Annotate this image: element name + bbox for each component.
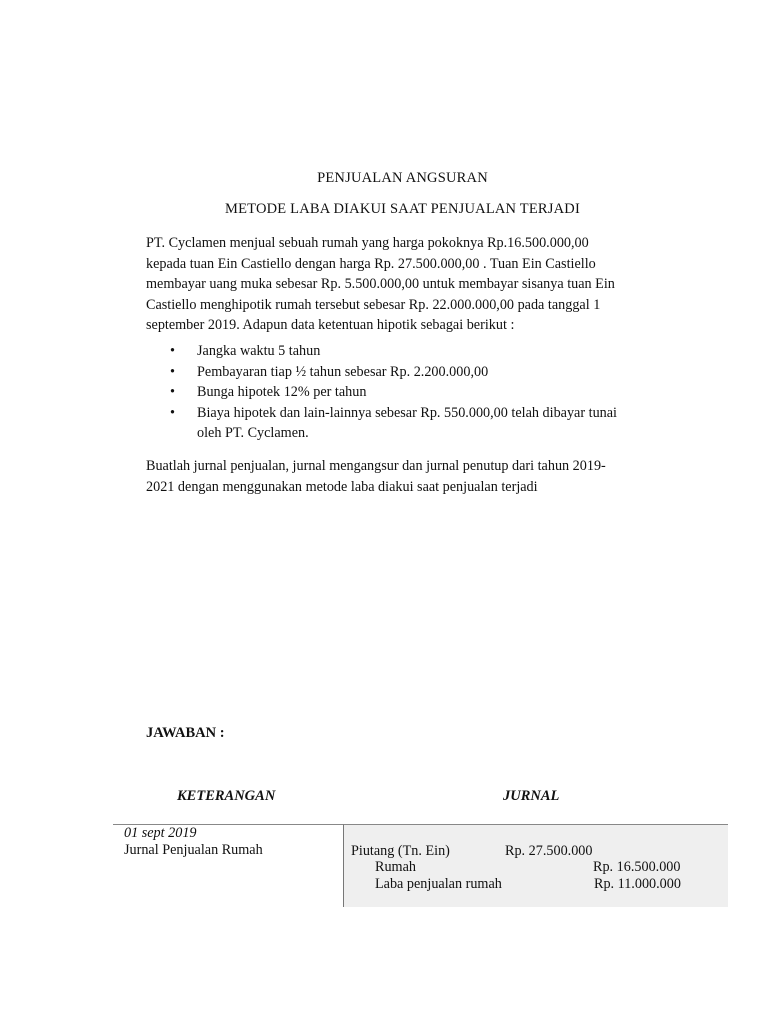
answer-label: JAWABAN :: [146, 725, 225, 741]
list-item: [146, 403, 666, 424]
entry-date: 01 sept 2019: [124, 825, 197, 841]
list-item: [146, 341, 666, 362]
column-header-keterangan: KETERANGAN: [177, 788, 276, 804]
intro-line: september 2019. Adapun data ketentuan hipotik sebagai berikut :: [146, 317, 515, 333]
instruction-paragraph: [146, 456, 666, 497]
debit-account: Piutang (Tn. Ein): [351, 843, 450, 859]
credit-account: Rumah: [375, 859, 416, 875]
document-subtitle: METODE LABA DIAKUI SAAT PENJUALAN TERJADI: [225, 201, 580, 217]
credit-amount: Rp. 16.500.000: [593, 859, 681, 875]
instruction-line: Buatlah jurnal penjualan, jurnal mengangsur dan jurnal penutup dari tahun 2019-: [146, 458, 606, 474]
intro-line: membayar uang muka sebesar Rp. 5.500.000,00 untuk membayar sisanya tuan Ein: [146, 276, 615, 292]
list-item: [146, 362, 666, 383]
list-item-text: Pembayaran tiap ½ tahun sebesar Rp. 2.200.000,00: [197, 363, 489, 380]
bullet-icon: •: [170, 404, 175, 421]
mortgage-terms-list: [146, 341, 666, 444]
keterangan-cell: [113, 824, 343, 907]
intro-line: Castiello menghipotik rumah tersebut sebesar Rp. 22.000.000,00 pada tanggal 1: [146, 296, 601, 313]
bullet-icon: •: [170, 363, 175, 380]
intro-line: kepada tuan Ein Castiello dengan harga Rp. 27.500.000,00 . Tuan Ein Castiello: [146, 255, 596, 272]
debit-amount: Rp. 27.500.000: [505, 843, 593, 859]
intro-paragraph: [146, 233, 666, 336]
bullet-icon: •: [170, 384, 175, 400]
credit-account: Laba penjualan rumah: [375, 876, 502, 892]
intro-line: PT. Cyclamen menjual sebuah rumah yang harga pokoknya Rp.16.500.000,00: [146, 235, 589, 251]
list-item-text: Jangka waktu 5 tahun: [197, 343, 321, 359]
list-item-continuation: [146, 423, 666, 444]
list-item-text: Biaya hipotek dan lain-lainnya sebesar Rp. 550.000,00 telah dibayar tunai: [197, 404, 617, 421]
list-item-text: Bunga hipotek 12% per tahun: [197, 384, 367, 400]
bullet-icon: •: [170, 343, 175, 359]
list-item: [146, 382, 666, 403]
list-item-text: oleh PT. Cyclamen.: [197, 425, 309, 441]
jurnal-cell: [343, 824, 728, 907]
column-header-jurnal: JURNAL: [503, 788, 560, 804]
document-title: PENJUALAN ANGSURAN: [317, 170, 488, 186]
instruction-line: 2021 dengan menggunakan metode laba diakui saat penjualan terjadi: [146, 478, 538, 495]
credit-amount: Rp. 11.000.000: [594, 876, 681, 892]
entry-description: Jurnal Penjualan Rumah: [124, 842, 263, 858]
